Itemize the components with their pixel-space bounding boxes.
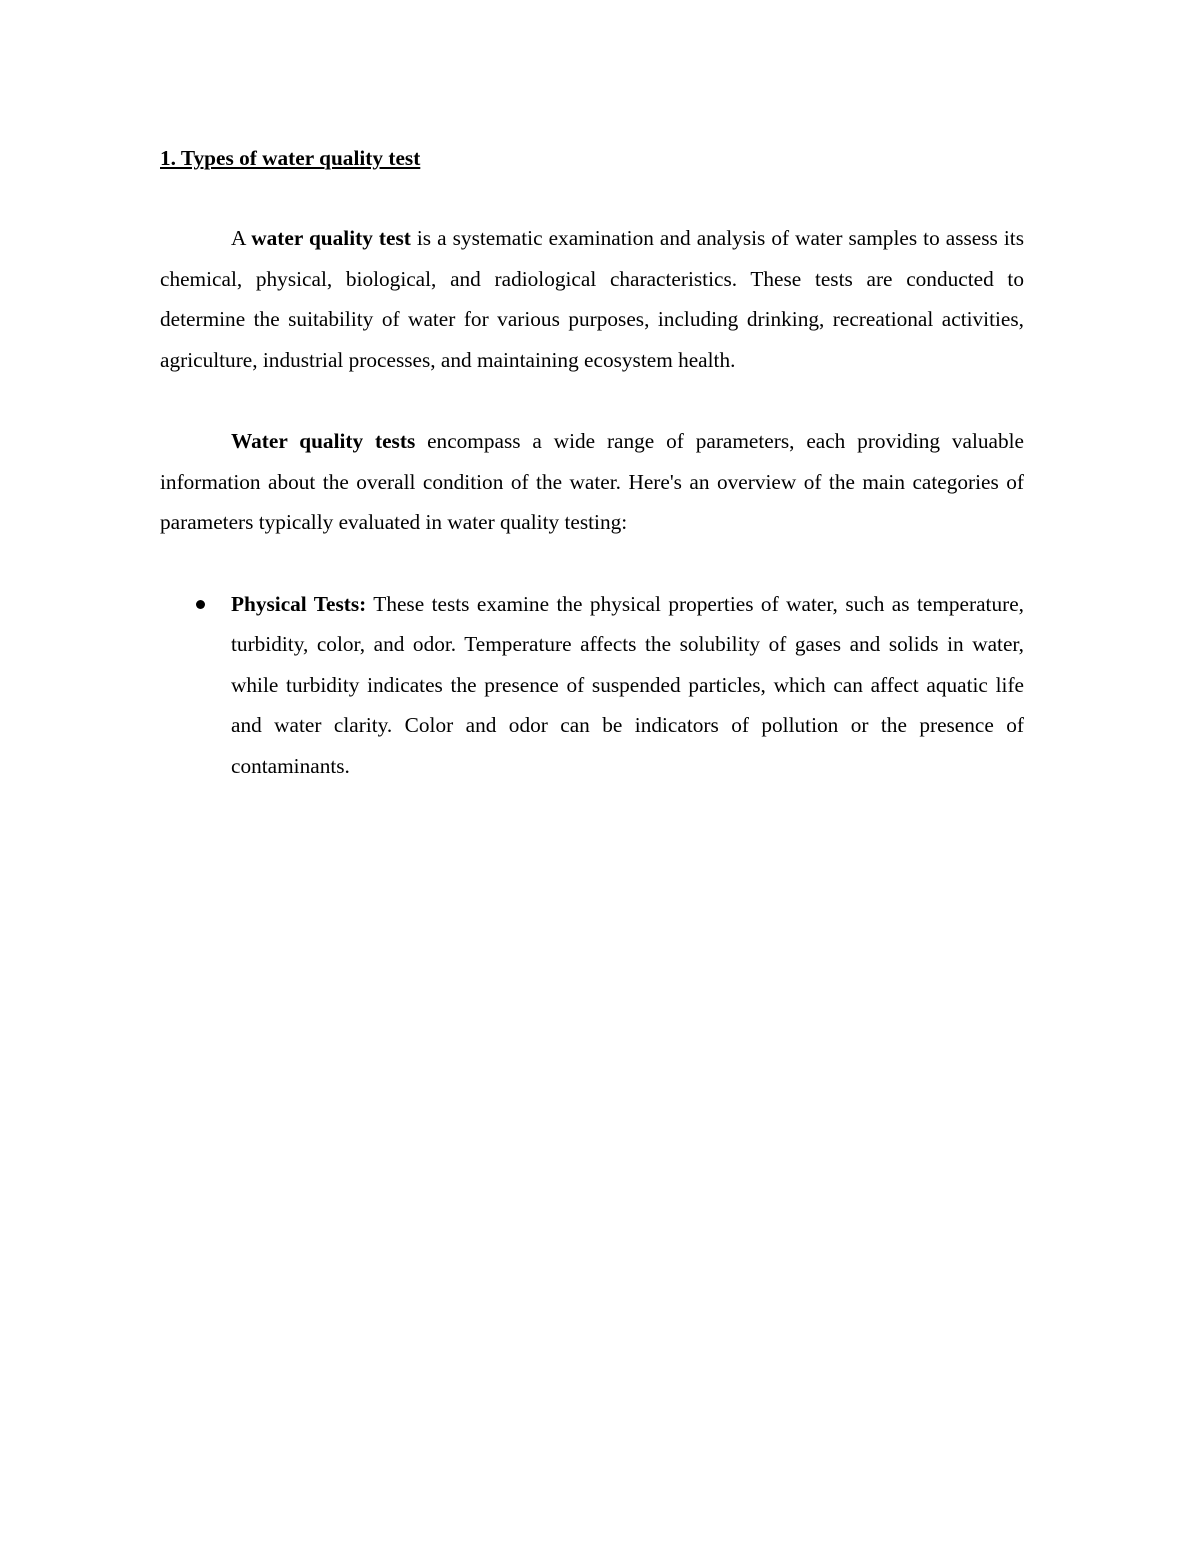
paragraph-definition — [160, 218, 1024, 380]
term-water-quality-test: water quality test — [251, 226, 411, 250]
spacer — [160, 543, 1024, 584]
term-water-quality-tests: Water quality tests — [231, 429, 416, 453]
spacer — [160, 178, 1024, 218]
list-item-title: Physical Tests: — [231, 591, 367, 616]
paragraph-definition-text: is a systematic examination and analysis of water samples to assess its chemical, physical, biological, and radiological characteristics. These tests are conducted to determine the suitability of water for various purposes, including drinking, recreational activities, agriculture, industrial processes, and maintaining ecosystem health. — [160, 226, 1024, 372]
bullet-icon — [196, 600, 205, 609]
list-item-text: These tests examine the physical properties of water, such as temperature, turbidity, color, and odor. Temperature affects the solubility of gases and solids in water, while turbidity indicates the presence of suspended particles, which can affect aquatic life and water clarity. Color and odor can be indicators of pollution or the presence of contaminants. — [231, 591, 1024, 778]
paragraph-overview — [160, 421, 1024, 543]
paragraph-definition-lead: A — [231, 226, 252, 250]
list-item-physical-tests — [160, 584, 1024, 787]
section-heading: 1. Types of water quality test — [160, 146, 421, 170]
categories-list — [160, 584, 1024, 787]
spacer — [160, 380, 1024, 421]
document-body — [160, 138, 1024, 786]
paragraph-overview-text: encompass a wide range of parameters, each providing valuable information about the overall condition of the water. Here's an overview of the main categories of parameters typically evaluated in water quality testing: — [160, 429, 1024, 534]
